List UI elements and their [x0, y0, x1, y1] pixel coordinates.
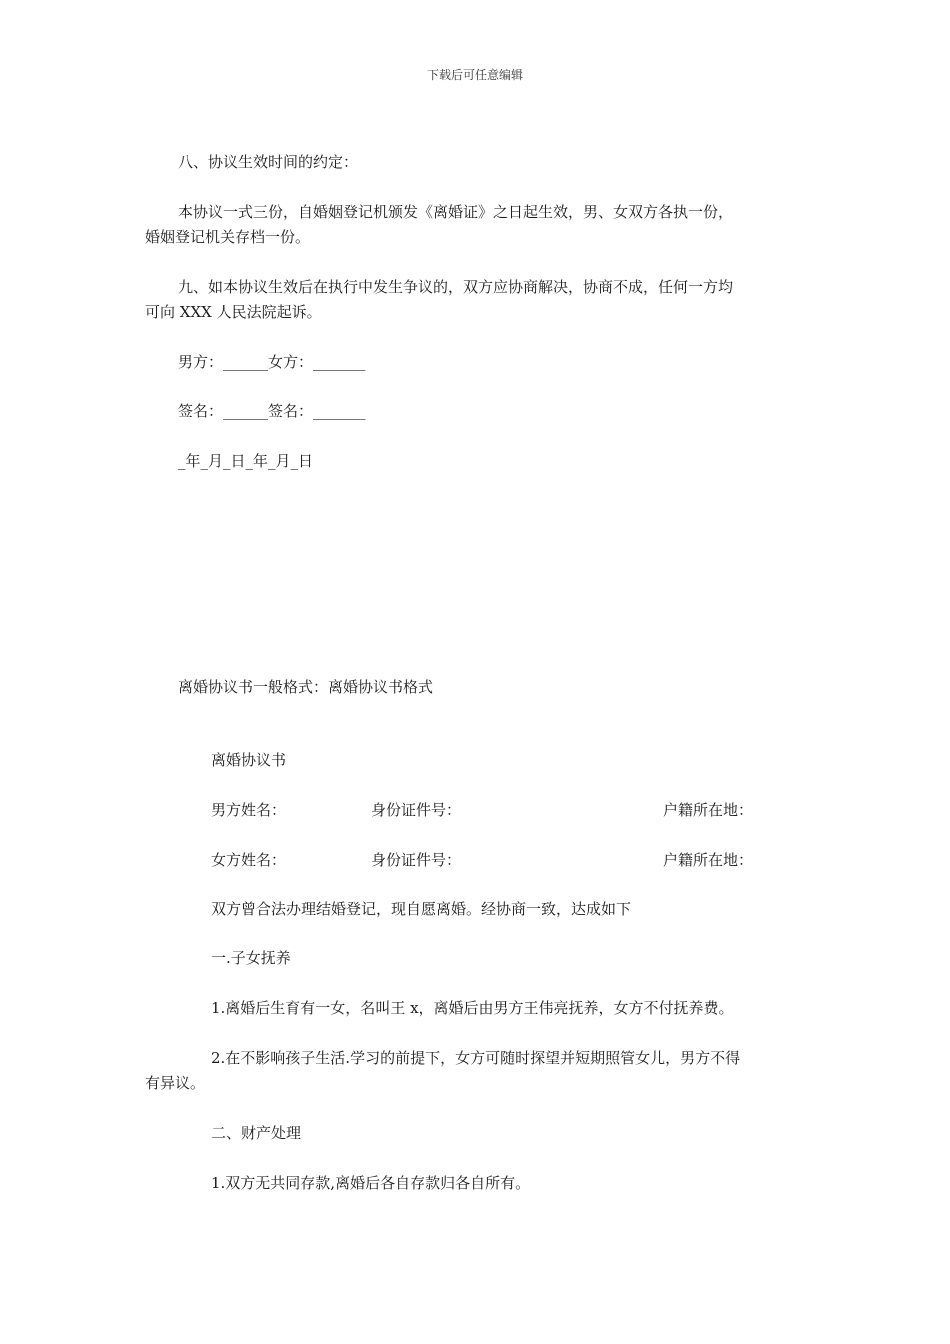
- section-8-body-line-2: 婚姻登记机关存档一份。: [145, 228, 311, 246]
- sign-line: 签名：______签名：_______: [178, 402, 366, 420]
- male-name-label: 男方姓名：: [211, 801, 287, 819]
- property-item-1: 1.双方无共同存款,离婚后各自存款归各自所有。: [211, 1174, 531, 1192]
- section-9-line-1: 九、如本协议生效后在执行中发生争议的，双方应协商解决，协商不成，任何一方均: [178, 278, 734, 296]
- male-id-label: 身份证件号：: [371, 801, 462, 819]
- page-header: 下载后可任意编辑: [426, 68, 523, 82]
- date-line: _年_月_日_年_月_日: [178, 452, 314, 470]
- agreement-title: 离婚协议书: [211, 751, 287, 769]
- male-residence-label: 户籍所在地：: [663, 801, 754, 819]
- child-custody-item-2-line-2: 有异议。: [145, 1074, 206, 1092]
- female-info-row: [0, 848, 950, 873]
- section-8-body-line-1: 本协议一式三份，自婚姻登记机颁发《离婚证》之日起生效，男、女双方各执一份，: [178, 203, 734, 221]
- child-custody-item-2-line-1: 2.在不影响孩子生活.学习的前提下，女方可随时探望并短期照管女儿，男方不得: [211, 1049, 741, 1067]
- female-name-label: 女方姓名：: [211, 851, 287, 869]
- child-custody-item-1: 1.离婚后生育有一女，名叫王 x，离婚后由男方王伟亮抚养，女方不付抚养费。: [211, 999, 734, 1017]
- female-id-label: 身份证件号：: [371, 851, 462, 869]
- party-signature-line: 男方：______女方：_______: [178, 353, 366, 371]
- male-info-row: [0, 798, 950, 823]
- female-residence-label: 户籍所在地：: [663, 851, 754, 869]
- section-8-title: 八、协议生效时间的约定：: [178, 153, 359, 171]
- agreement-intro: 双方曾合法办理结婚登记，现自愿离婚。经协商一致，达成如下: [211, 900, 632, 918]
- property-heading: 二、财产处理: [211, 1124, 302, 1142]
- section-9-line-2: 可向 XXX 人民法院起诉。: [145, 303, 322, 321]
- child-custody-heading: 一.子女抚养: [211, 949, 291, 967]
- format-heading: 离婚协议书一般格式：离婚协议书格式: [178, 678, 434, 696]
